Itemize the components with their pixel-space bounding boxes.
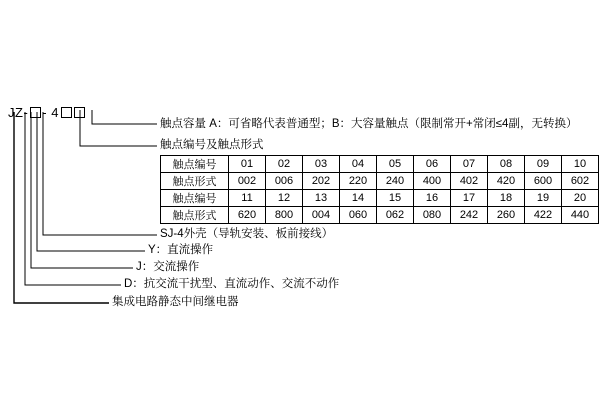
table-cell: 13 xyxy=(303,190,340,207)
table-cell: 20 xyxy=(562,190,599,207)
table-cell: 600 xyxy=(525,173,562,190)
table-cell: 08 xyxy=(488,156,525,173)
table-cell: 09 xyxy=(525,156,562,173)
table-cell: 16 xyxy=(414,190,451,207)
table-cell: 18 xyxy=(488,190,525,207)
table-cell: 402 xyxy=(451,173,488,190)
note-contact-capacity: 触点容量 A：可省略代表普通型；B：大容量触点（限制常开+常闭≤4副，无转换） xyxy=(160,118,578,130)
table-cell: 11 xyxy=(229,190,266,207)
table-cell: 062 xyxy=(377,207,414,224)
note-contact-table-title: 触点编号及触点形式 xyxy=(160,139,264,151)
code-box-1 xyxy=(30,107,41,118)
note-shell: SJ-4外壳（导轨安装、板前接线） xyxy=(160,228,334,240)
model-code xyxy=(8,105,86,120)
table-cell: 060 xyxy=(340,207,377,224)
table-row xyxy=(161,190,599,207)
table-cell: 15 xyxy=(377,190,414,207)
table-cell: 03 xyxy=(303,156,340,173)
note-dc-operation: Y：直流操作 xyxy=(148,244,214,256)
table-cell: 602 xyxy=(562,173,599,190)
row-label: 触点编号 xyxy=(161,156,229,173)
table-cell: 07 xyxy=(451,156,488,173)
model-prefix: JZ- xyxy=(8,105,29,120)
table-cell: 12 xyxy=(266,190,303,207)
table-cell: 05 xyxy=(377,156,414,173)
note-device-type: 集成电路静态中间继电器 xyxy=(112,296,239,308)
table-cell: 01 xyxy=(229,156,266,173)
table-cell: 04 xyxy=(340,156,377,173)
table-row xyxy=(161,173,599,190)
row-label: 触点编号 xyxy=(161,190,229,207)
table-cell: 220 xyxy=(340,173,377,190)
table-cell: 06 xyxy=(414,156,451,173)
table-cell: 242 xyxy=(451,207,488,224)
table-cell: 02 xyxy=(266,156,303,173)
table-cell: 800 xyxy=(266,207,303,224)
table-cell: 17 xyxy=(451,190,488,207)
table-cell: 10 xyxy=(562,156,599,173)
contact-table xyxy=(160,155,599,224)
table-cell: 260 xyxy=(488,207,525,224)
table-row xyxy=(161,156,599,173)
table-row xyxy=(161,207,599,224)
code-box-3 xyxy=(74,107,85,118)
row-label: 触点形式 xyxy=(161,173,229,190)
table-cell: 14 xyxy=(340,190,377,207)
table-cell: 006 xyxy=(266,173,303,190)
table-cell: 400 xyxy=(414,173,451,190)
table-cell: 002 xyxy=(229,173,266,190)
row-label: 触点形式 xyxy=(161,207,229,224)
note-anti-interference: D：抗交流干扰型、直流动作、交流不动作 xyxy=(124,278,340,290)
table-cell: 240 xyxy=(377,173,414,190)
table-cell: 420 xyxy=(488,173,525,190)
code-box-2 xyxy=(61,107,72,118)
table-cell: 19 xyxy=(525,190,562,207)
note-ac-operation: J：交流操作 xyxy=(136,261,200,273)
table-cell: 080 xyxy=(414,207,451,224)
table-cell: 440 xyxy=(562,207,599,224)
model-dash: - 4 xyxy=(42,105,59,120)
table-cell: 422 xyxy=(525,207,562,224)
table-cell: 004 xyxy=(303,207,340,224)
table-cell: 202 xyxy=(303,173,340,190)
table-cell: 620 xyxy=(229,207,266,224)
